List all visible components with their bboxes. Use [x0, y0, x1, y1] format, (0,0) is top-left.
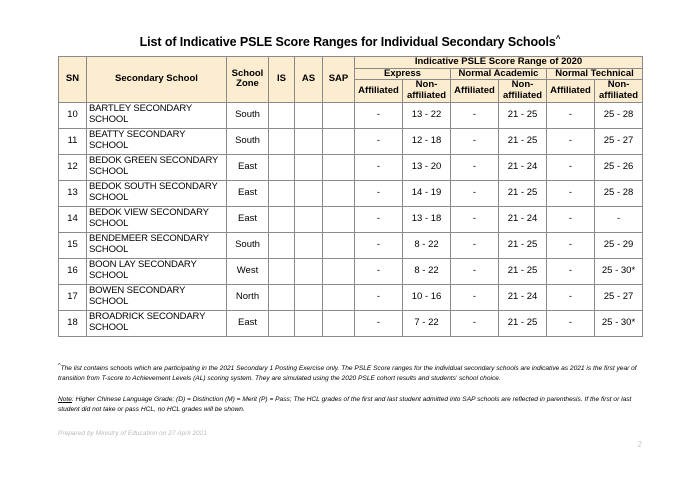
table-row	[59, 258, 643, 284]
cell-nt-non-affiliated: 25 - 30*	[595, 258, 643, 284]
cell-as	[295, 154, 323, 180]
cell-nt-non-affiliated: 25 - 26	[595, 154, 643, 180]
cell-nt-non-affiliated: 25 - 29	[595, 232, 643, 258]
cell-express-affiliated: -	[355, 180, 403, 206]
cell-sap	[323, 102, 355, 128]
cell-express-non-affiliated: 10 - 16	[403, 284, 451, 310]
cell-as	[295, 180, 323, 206]
cell-express-non-affiliated: 13 - 20	[403, 154, 451, 180]
cell-as	[295, 128, 323, 154]
cell-sn: 10	[59, 102, 87, 128]
cell-express-non-affiliated: 8 - 22	[403, 258, 451, 284]
cell-express-affiliated: -	[355, 258, 403, 284]
cell-sap	[323, 180, 355, 206]
col-header-sap: SAP	[323, 57, 355, 103]
cell-na-affiliated: -	[451, 232, 499, 258]
cell-express-non-affiliated: 7 - 22	[403, 310, 451, 336]
cell-nt-affiliated: -	[547, 258, 595, 284]
footnote-note-text: : Higher Chinese Language Grade: (D) = Distinction (M) = Merit (P) = Pass; The HCL grades of the first and last student admitted into SAP schools are reflected in parenthesis. If the first or last student did not take or pass HCL, no HCL grades will be shown.	[58, 395, 632, 413]
cell-sn: 12	[59, 154, 87, 180]
table-row	[59, 284, 643, 310]
cell-sap	[323, 284, 355, 310]
cell-express-affiliated: -	[355, 284, 403, 310]
cell-school: BENDEMEER SECONDARY SCHOOL	[87, 232, 227, 258]
cell-zone: South	[227, 102, 269, 128]
cell-school: BEATTY SECONDARY SCHOOL	[87, 128, 227, 154]
cell-as	[295, 310, 323, 336]
cell-school: BOWEN SECONDARY SCHOOL	[87, 284, 227, 310]
cell-express-affiliated: -	[355, 102, 403, 128]
cell-zone: East	[227, 180, 269, 206]
table-header	[59, 57, 643, 103]
cell-express-affiliated: -	[355, 206, 403, 232]
cell-nt-non-affiliated: 25 - 27	[595, 128, 643, 154]
cell-na-affiliated: -	[451, 180, 499, 206]
table-row	[59, 310, 643, 336]
cell-is	[269, 180, 295, 206]
cell-express-non-affiliated: 12 - 18	[403, 128, 451, 154]
col-header-normal-academic: Normal Academic	[451, 68, 547, 80]
cell-na-non-affiliated: 21 - 25	[499, 310, 547, 336]
cell-na-non-affiliated: 21 - 25	[499, 128, 547, 154]
cell-express-non-affiliated: 13 - 18	[403, 206, 451, 232]
prepared-by-footer: Prepared by Ministry of Education on 27 April 2021	[58, 430, 207, 437]
cell-nt-affiliated: -	[547, 154, 595, 180]
cell-na-non-affiliated: 21 - 24	[499, 284, 547, 310]
col-header-score-range-group: Indicative PSLE Score Range of 2020	[355, 57, 643, 69]
cell-express-affiliated: -	[355, 128, 403, 154]
cell-express-affiliated: -	[355, 154, 403, 180]
cell-express-affiliated: -	[355, 232, 403, 258]
cell-na-non-affiliated: 21 - 25	[499, 232, 547, 258]
footnote-caret-marker: ^	[58, 363, 61, 369]
cell-is	[269, 102, 295, 128]
cell-zone: South	[227, 232, 269, 258]
col-header-na-affiliated: Affiliated	[451, 80, 499, 102]
table-row	[59, 128, 643, 154]
cell-is	[269, 232, 295, 258]
cell-express-non-affiliated: 14 - 19	[403, 180, 451, 206]
cell-sap	[323, 154, 355, 180]
table-row	[59, 232, 643, 258]
cell-nt-affiliated: -	[547, 206, 595, 232]
header-row-1	[59, 57, 643, 69]
cell-sap	[323, 232, 355, 258]
cell-na-affiliated: -	[451, 102, 499, 128]
title-footnote-marker: ^	[555, 34, 561, 43]
col-header-normal-technical: Normal Technical	[547, 68, 643, 80]
cell-nt-affiliated: -	[547, 284, 595, 310]
footnote-note	[58, 395, 642, 415]
cell-zone: East	[227, 154, 269, 180]
col-header-express-affiliated: Affiliated	[355, 80, 403, 102]
col-header-school-zone: School Zone	[227, 57, 269, 103]
cell-is	[269, 310, 295, 336]
cell-sn: 14	[59, 206, 87, 232]
cell-school: BEDOK SOUTH SECONDARY SCHOOL	[87, 180, 227, 206]
cell-na-non-affiliated: 21 - 25	[499, 102, 547, 128]
cell-as	[295, 206, 323, 232]
cell-as	[295, 284, 323, 310]
col-header-secondary-school: Secondary School	[87, 57, 227, 103]
cell-nt-non-affiliated: 25 - 27	[595, 284, 643, 310]
col-header-na-non-affiliated: Non-affiliated	[499, 80, 547, 102]
table-body	[59, 102, 643, 336]
psle-score-table	[58, 56, 643, 337]
col-header-is: IS	[269, 57, 295, 103]
cell-zone: West	[227, 258, 269, 284]
footnote-caret	[58, 362, 642, 385]
cell-nt-affiliated: -	[547, 128, 595, 154]
col-header-as: AS	[295, 57, 323, 103]
col-header-express-non-affiliated: Non-affiliated	[403, 80, 451, 102]
cell-is	[269, 206, 295, 232]
cell-sn: 11	[59, 128, 87, 154]
cell-na-non-affiliated: 21 - 25	[499, 258, 547, 284]
cell-is	[269, 284, 295, 310]
cell-zone: East	[227, 310, 269, 336]
cell-na-affiliated: -	[451, 310, 499, 336]
cell-na-affiliated: -	[451, 284, 499, 310]
cell-na-non-affiliated: 21 - 24	[499, 154, 547, 180]
cell-express-non-affiliated: 13 - 22	[403, 102, 451, 128]
cell-nt-non-affiliated: 25 - 30*	[595, 310, 643, 336]
table-row	[59, 102, 643, 128]
footnote-note-label: Note	[58, 395, 72, 403]
cell-nt-non-affiliated: -	[595, 206, 643, 232]
table-row	[59, 154, 643, 180]
cell-sn: 13	[59, 180, 87, 206]
cell-na-non-affiliated: 21 - 25	[499, 180, 547, 206]
page-title	[0, 34, 700, 49]
cell-as	[295, 232, 323, 258]
cell-na-affiliated: -	[451, 128, 499, 154]
cell-sap	[323, 206, 355, 232]
col-header-sn: SN	[59, 57, 87, 103]
footnotes	[58, 362, 642, 415]
cell-na-affiliated: -	[451, 206, 499, 232]
table-row	[59, 206, 643, 232]
cell-express-affiliated: -	[355, 310, 403, 336]
cell-nt-affiliated: -	[547, 310, 595, 336]
cell-as	[295, 102, 323, 128]
cell-school: BROADRICK SECONDARY SCHOOL	[87, 310, 227, 336]
cell-zone: North	[227, 284, 269, 310]
cell-nt-affiliated: -	[547, 102, 595, 128]
cell-zone: South	[227, 128, 269, 154]
col-header-nt-non-affiliated: Non-affiliated	[595, 80, 643, 102]
cell-nt-affiliated: -	[547, 180, 595, 206]
col-header-express: Express	[355, 68, 451, 80]
cell-sn: 16	[59, 258, 87, 284]
cell-is	[269, 258, 295, 284]
cell-school: BEDOK VIEW SECONDARY SCHOOL	[87, 206, 227, 232]
cell-is	[269, 154, 295, 180]
cell-na-affiliated: -	[451, 258, 499, 284]
footnote-caret-text: The list contains schools which are participating in the 2021 Secondary 1 Posting Exercise only. The PSLE Score ranges for the individual secondary schools are indicative as 2021 is the first year of transition from T-score to Achievement Levels (AL) scoring system. They are simulated using the 2020 PSLE cohort results and students' school choice.	[58, 365, 637, 383]
cell-sn: 18	[59, 310, 87, 336]
cell-school: BOON LAY SECONDARY SCHOOL	[87, 258, 227, 284]
col-header-nt-affiliated: Affiliated	[547, 80, 595, 102]
cell-school: BEDOK GREEN SECONDARY SCHOOL	[87, 154, 227, 180]
cell-sn: 17	[59, 284, 87, 310]
table-row	[59, 180, 643, 206]
cell-na-affiliated: -	[451, 154, 499, 180]
cell-as	[295, 258, 323, 284]
cell-na-non-affiliated: 21 - 24	[499, 206, 547, 232]
cell-express-non-affiliated: 8 - 22	[403, 232, 451, 258]
cell-nt-non-affiliated: 25 - 28	[595, 102, 643, 128]
cell-sap	[323, 310, 355, 336]
cell-sap	[323, 128, 355, 154]
cell-nt-affiliated: -	[547, 232, 595, 258]
cell-school: BARTLEY SECONDARY SCHOOL	[87, 102, 227, 128]
cell-zone: East	[227, 206, 269, 232]
cell-sn: 15	[59, 232, 87, 258]
cell-is	[269, 128, 295, 154]
cell-nt-non-affiliated: 25 - 28	[595, 180, 643, 206]
cell-sap	[323, 258, 355, 284]
page-number: 2	[637, 440, 642, 449]
page-title-text: List of Indicative PSLE Score Ranges for Individual Secondary Schools	[139, 35, 556, 50]
